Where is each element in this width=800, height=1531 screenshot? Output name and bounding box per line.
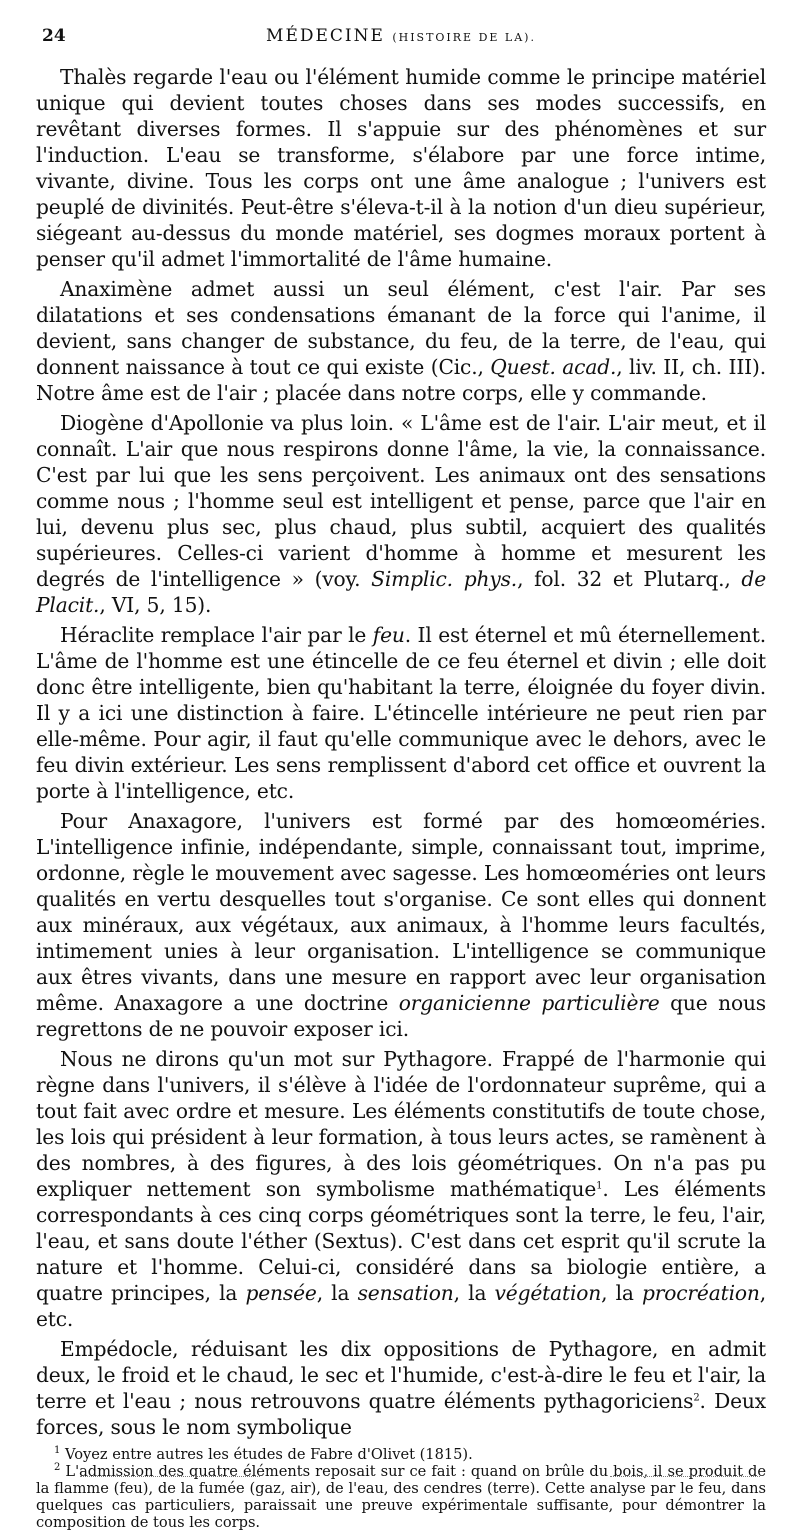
paragraph-text: , etc.: [36, 1281, 767, 1331]
footnote-text: L'admission des quatre éléments reposait sur ce fait : quand on brûle du bois, il se produit de la flamme (feu), de la fumée (gaz, air), de l'eau, des cendres (terre). Cette analyse par le feu, dans quelques cas particuliers, paraissait une preuve expérimentale suffisante, pour démontrer la composition de tous les corps.: [36, 1463, 766, 1531]
paragraph-italic-text: Simplic. phys.: [371, 567, 518, 591]
paragraph-text: Thalès regarde l'eau ou l'élément humide comme le principe matériel unique qui devient toutes choses dans ses modes successifs, en revêtant diverses formes. Il s'appuie sur des phénomènes et sur l'induction. L'eau se transforme, s'élabore par une force intime, vivante, divine. Tous les corps ont une âme analogue ; l'univers est peuplé de divinités. Peut-être s'éleva-t-il à la notion d'un dieu supérieur, siégeant au-dessus du monde matériel, ses dogmes moraux portent à penser qu'il admet l'immortalité de l'âme humaine.: [36, 65, 766, 271]
running-title-main: MÉDECINE: [266, 26, 385, 46]
paragraph-italic-text: de Placit.: [36, 567, 766, 617]
running-title: [36, 26, 766, 46]
paragraph-text: . Deux forces, sous le nom symbolique: [36, 1389, 767, 1439]
footnote-marker: 1: [596, 1180, 603, 1192]
paragraph: [36, 1336, 766, 1440]
paragraph-italic-text: sensation: [357, 1281, 454, 1305]
paragraph-text: . Il est éternel et mû éternellement. L'âme de l'homme est une étincelle de ce feu éternel et divin ; elle doit donc être intelligente, bien qu'habitant la terre, éloignée du foyer divin. Il y a ici une distinction à faire. L'étincelle intérieure ne peut rien par elle-même. Pour agir, il faut qu'elle communique avec le dehors, avec le feu divin extérieur. Les sens remplissent d'abord cet office et ouvrent la porte à l'intelligence, etc.: [36, 623, 766, 803]
footnote: [36, 1446, 766, 1463]
paragraph-italic-text: pensée: [245, 1281, 317, 1305]
page-number: 24: [42, 26, 66, 46]
paragraph: [36, 276, 766, 406]
paragraph-italic-text: végétation: [494, 1281, 602, 1305]
footnote-marker: 2: [54, 1462, 61, 1474]
footnote-text: Voyez entre autres les études de Fabre d'Olivet (1815).: [60, 1446, 473, 1463]
paragraph: [36, 622, 766, 804]
paragraph-italic-text: feu: [372, 623, 405, 647]
paragraph-text: , la: [601, 1281, 642, 1305]
body-text: [36, 64, 766, 1440]
paragraph-italic-text: procréation: [642, 1281, 760, 1305]
footnote-marker: 1: [54, 1445, 61, 1457]
paragraph: [36, 1046, 766, 1332]
paragraph-text: . Les éléments correspondants à ces cinq corps géométriques sont la terre, le feu, l'air, l'eau, et sans doute l'éther (Sextus). C'est dans cet esprit qu'il scrute la nature et l'homme. Celui-ci, considéré dans sa biologie entière, a quatre principes, la: [36, 1177, 767, 1305]
paragraph-italic-text: organicienne particulière: [398, 991, 660, 1015]
page-bottom-marks: [0, 1468, 800, 1488]
paragraph-text: , la: [453, 1281, 495, 1305]
bottom-dotted-rule-left: [80, 1476, 260, 1477]
paragraph: [36, 64, 766, 272]
footnote-marker: 2: [693, 1392, 700, 1404]
paragraph-text: Pour Anaxagore, l'univers est formé par des homœoméries. L'intelligence infinie, indépendante, simple, connaissant tout, imprime, ordonne, règle le mouvement avec sagesse. Les homœoméries ont leurs qualités en vertu desquelles tout s'organise. Ce sont elles qui donnent aux minéraux, aux végétaux, aux animaux, à l'homme leurs facultés, intimement unies à leur organisation. L'intelligence se communique aux êtres vivants, dans une mesure en rapport avec leur organisation même. Anaxagore a une doctrine: [36, 809, 766, 1015]
paragraph-text: Anaximène admet aussi un seul élément, c'est l'air. Par ses dilatations et ses condensations émanant de la force qui l'anime, il devient, sans changer de substance, du feu, de la terre, de l'eau, qui donnent naissance à tout ce qui existe (Cic.,: [36, 277, 766, 379]
paragraph: [36, 410, 766, 618]
paragraph-text: Diogène d'Apollonie va plus loin. « L'âme est de l'air. L'air meut, et il connaît. L'air que nous respirons donne l'âme, la vie, la connaissance. C'est par lui que les sens perçoivent. Les animaux ont des sensations comme nous ; l'homme seul est intelligent et pense, parce que l'air en lui, devenu plus sec, plus chaud, plus subtil, acquiert des qualités supérieures. Celles-ci varient d'homme à homme et mesurent les degrés de l'intelligence » (voy.: [36, 411, 766, 591]
paragraph-text: Nous ne dirons qu'un mot sur Pythagore. Frappé de l'harmonie qui règne dans l'univers, il s'élève à l'idée de l'ordonnateur suprême, qui a tout fait avec ordre et mesure. Les éléments constitutifs de toute chose, les lois qui président à leur formation, à tous leurs actes, se ramènent à des nombres, à des figures, à des lois géométriques. On n'a pas pu expliquer nettement son symbolisme mathématique: [36, 1047, 766, 1201]
paragraph-text: , la: [316, 1281, 358, 1305]
footnotes: [36, 1446, 766, 1531]
bottom-dotted-rule-right: [610, 1476, 760, 1477]
paragraph-text: Empédocle, réduisant les dix oppositions de Pythagore, en admit deux, le froid et le chaud, le sec et l'humide, c'est-à-dire le feu et l'air, la terre et l'eau ; nous retrouvons quatre éléments pythagoriciens: [36, 1337, 766, 1413]
paragraph-text: , liv. II, ch. III). Notre âme est de l'air ; placée dans notre corps, elle y commande.: [36, 355, 767, 405]
paragraph-text: Héraclite remplace l'air par le: [60, 623, 373, 647]
running-header: [36, 26, 766, 56]
paragraph-text: , fol. 32 et Plutarq.,: [517, 567, 742, 591]
paragraph: [36, 808, 766, 1042]
book-page: [36, 26, 766, 1531]
running-title-sub: (HISTOIRE DE LA).: [392, 31, 536, 44]
paragraph-text: que nous regrettons de ne pouvoir exposer ici.: [36, 991, 767, 1041]
paragraph-text: , VI, 5, 15).: [99, 593, 212, 617]
paragraph-italic-text: Quest. acad.: [490, 355, 617, 379]
